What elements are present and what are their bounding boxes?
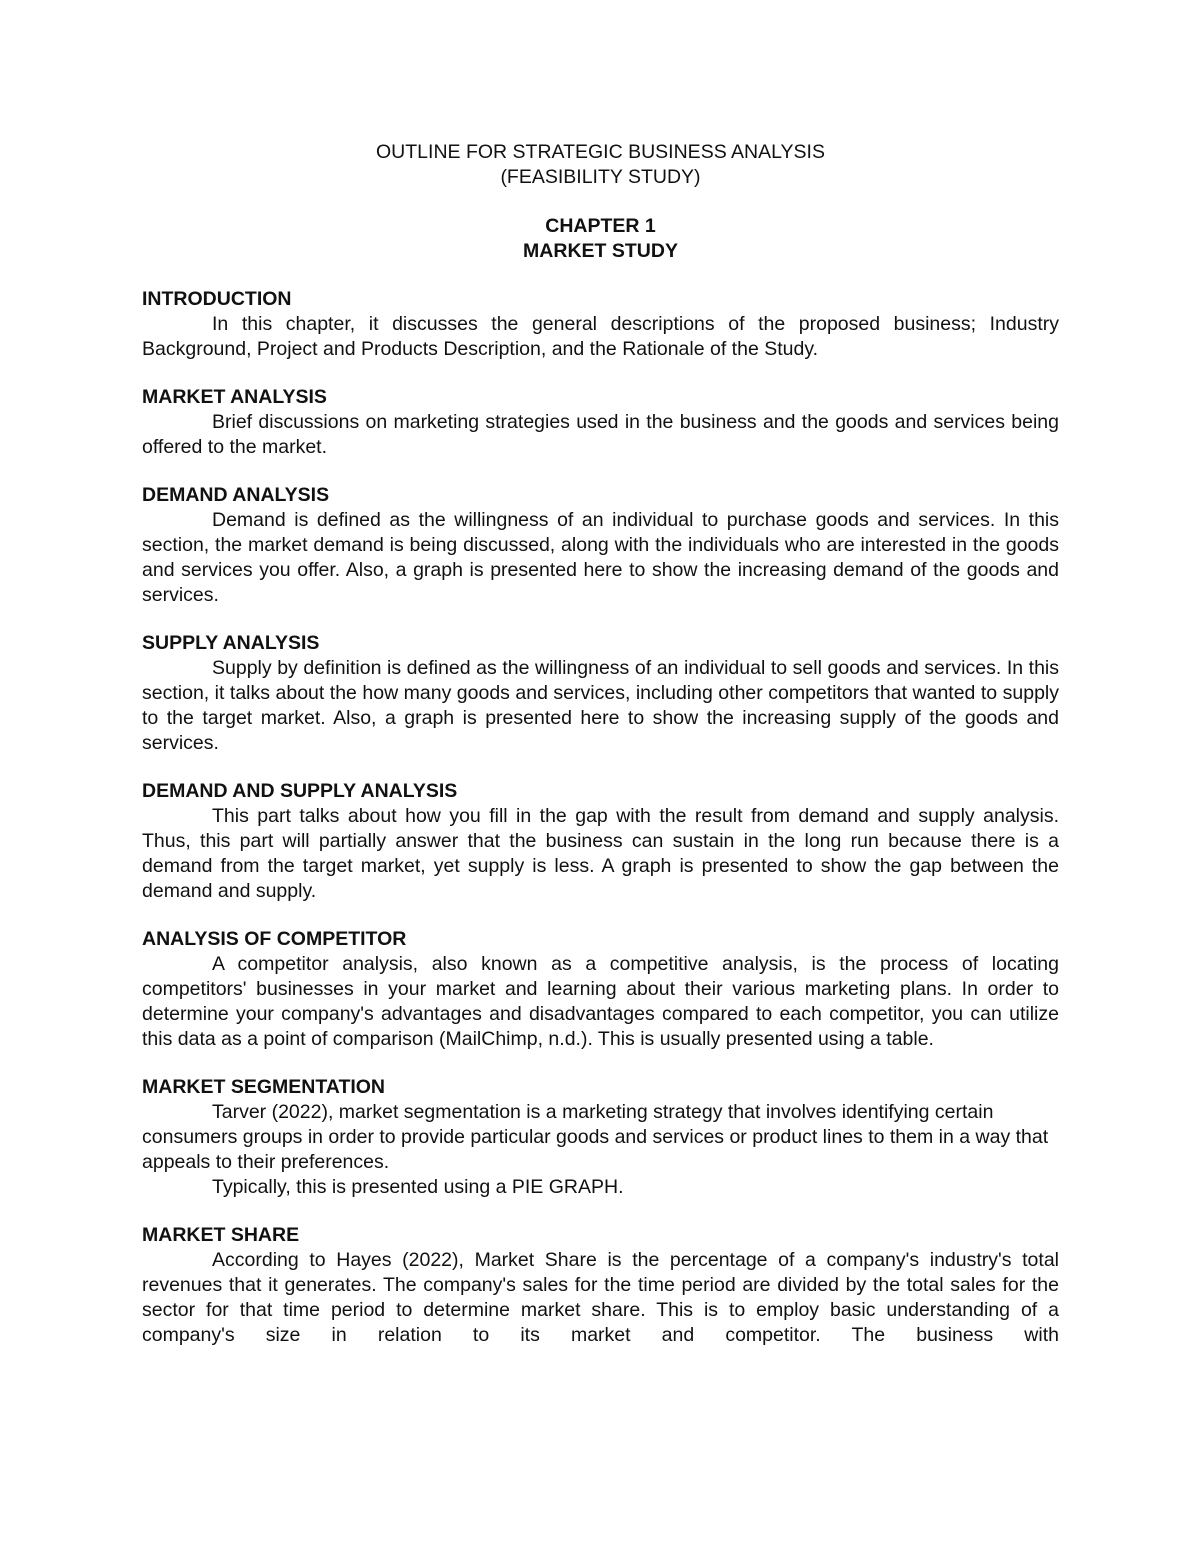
section-paragraph: A competitor analysis, also known as a competitive analysis, is the process of locating competitors' businesses in your market and learning about their various marketing plans. In order to determine your company's advantages and disadvantages compared to each competitor, you can utilize this data as a point of comparison (MailChimp, n.d.). This is usually presented using a table. [142, 953, 1059, 1050]
section-heading: ANALYSIS OF COMPETITOR [142, 928, 407, 950]
section-paragraph: Supply by definition is defined as the willingness of an individual to sell goods and services. In this section, it talks about the how many goods and services, including other competitors that wanted to supply to the target market. Also, a graph is presented here to show the increasing supply of the goods and services. [142, 657, 1059, 754]
section-heading: DEMAND AND SUPPLY ANALYSIS [142, 780, 458, 802]
section-heading: MARKET SHARE [142, 1224, 300, 1246]
document-title [142, 140, 1059, 190]
chapter-heading [142, 214, 1059, 264]
section-paragraph: Demand is defined as the willingness of an individual to purchase goods and services. In this section, the market demand is being discussed, along with the individuals who are interested in the goods and services you offer. Also, a graph is presented here to show the increasing demand of the goods and services. [142, 509, 1059, 606]
section-analysis-of-competitor [142, 927, 1059, 1052]
chapter-title: MARKET STUDY [523, 240, 678, 262]
section-paragraph: This part talks about how you fill in the gap with the result from demand and supply analysis. Thus, this part will partially answer that the business can sustain in the long run because there is a demand from the target market, yet supply is less. A graph is presented to show the gap between the demand and supply. [142, 805, 1059, 902]
document-title-line-2: (FEASIBILITY STUDY) [500, 166, 701, 188]
section-heading: MARKET SEGMENTATION [142, 1076, 386, 1098]
document-title-line-1: OUTLINE FOR STRATEGIC BUSINESS ANALYSIS [376, 141, 825, 163]
section-demand-analysis [142, 483, 1059, 608]
section-paragraph: Tarver (2022), market segmentation is a marketing strategy that involves identifying certain consumers groups in order to provide particular goods and services or product lines to them in a way that appeals to their preferences. [142, 1101, 1049, 1173]
section-market-analysis [142, 385, 1059, 460]
section-heading: MARKET ANALYSIS [142, 386, 327, 408]
section-heading: DEMAND ANALYSIS [142, 484, 330, 506]
section-introduction [142, 287, 1059, 362]
section-heading: INTRODUCTION [142, 288, 292, 310]
section-market-segmentation [142, 1075, 1059, 1200]
section-paragraph: According to Hayes (2022), Market Share is the percentage of a company's industry's total revenues that it generates. The company's sales for the time period are divided by the total sales for the sector for that time period to determine market share. This is to employ basic understanding of a company's size in relation to its market and competitor. The business with [142, 1249, 1059, 1346]
chapter-number: CHAPTER 1 [545, 215, 656, 237]
section-paragraph: Brief discussions on marketing strategies used in the business and the goods and services being offered to the market. [142, 411, 1059, 458]
section-heading: SUPPLY ANALYSIS [142, 632, 320, 654]
section-paragraph: In this chapter, it discusses the general descriptions of the proposed business; Industry Background, Project and Products Description, and the Rationale of the Study. [142, 313, 1059, 360]
document-page [142, 140, 1059, 1371]
section-demand-and-supply-analysis [142, 779, 1059, 904]
section-market-share [142, 1223, 1059, 1348]
section-supply-analysis [142, 631, 1059, 756]
section-paragraph: Typically, this is presented using a PIE GRAPH. [212, 1176, 624, 1198]
